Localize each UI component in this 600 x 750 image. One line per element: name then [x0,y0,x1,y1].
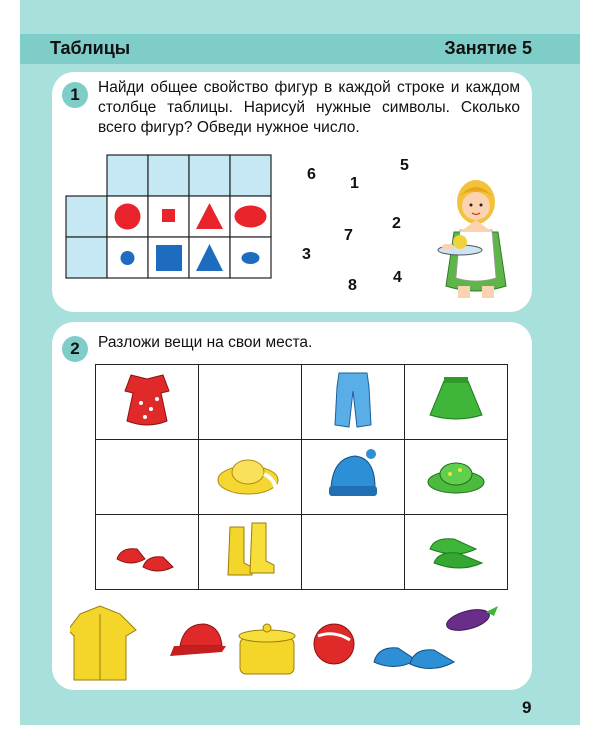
row-header-cell[interactable] [66,237,107,278]
red-big-circle [115,204,141,230]
table-cell[interactable] [405,365,508,440]
red-dress-image [107,369,187,431]
table-cell[interactable] [96,365,199,440]
yellow-jacket-image[interactable] [70,606,136,680]
table-cell[interactable] [302,515,405,590]
table-cell[interactable] [199,440,302,515]
red-shoes-image [107,519,187,581]
green-sneakers-image [416,519,496,581]
clothes-table [95,364,508,590]
number-option[interactable]: 5 [400,157,409,174]
girl-with-tray-illustration [432,168,522,303]
column-header-cell[interactable] [107,155,148,196]
column-header-cell[interactable] [189,155,230,196]
table-cell[interactable] [96,515,199,590]
table-cell[interactable] [96,440,199,515]
table-cell[interactable] [302,365,405,440]
red-big-ellipse [235,206,267,228]
section-title: Таблицы [50,38,131,58]
blue-small-ellipse [242,252,260,264]
blue-big-square [156,245,182,271]
lesson-title: Занятие 5 [444,38,532,58]
red-cap-image[interactable] [170,624,226,656]
blue-small-circle [121,251,135,265]
task1-text: Найди общее свойство фигур в каждой строке и каждом столбце таблицы. Нарисуй нужные символы. Сколько всего фигур? Обведи нужное число. [98,79,520,136]
task1-number: 1 [62,82,88,108]
header-bar [20,34,580,64]
table-cell[interactable] [302,440,405,515]
number-option[interactable]: 6 [307,166,316,183]
blue-sneakers-image[interactable] [374,648,454,669]
red-small-square [162,209,175,222]
task2-text: Разложи вещи на свои места. [98,334,313,351]
number-option[interactable]: 2 [392,215,401,232]
green-panama-hat-image [416,444,496,506]
row-header-cell[interactable] [66,196,107,237]
table-cell[interactable] [199,515,302,590]
table-cell[interactable] [405,440,508,515]
task2-number: 2 [62,336,88,362]
number-option[interactable]: 3 [302,246,311,263]
table-cell[interactable] [199,365,302,440]
green-skirt-image [416,369,496,431]
red-ball-image[interactable] [314,624,354,664]
blue-knit-hat-image [313,444,393,506]
table-cell[interactable] [405,515,508,590]
yellow-pot-image[interactable] [239,624,295,674]
eggplant-image[interactable] [444,606,498,635]
column-header-cell[interactable] [230,155,271,196]
number-option[interactable]: 7 [344,227,353,244]
yellow-boots-image [210,519,290,581]
number-option[interactable]: 1 [350,175,359,192]
blue-trousers-image [313,369,393,431]
column-header-cell[interactable] [148,155,189,196]
shapes-table [63,154,275,280]
number-option[interactable]: 4 [393,269,402,286]
items-to-place [70,600,520,690]
page-number: 9 [522,698,532,717]
yellow-sun-hat-image [210,444,290,506]
number-option[interactable]: 8 [348,277,357,294]
